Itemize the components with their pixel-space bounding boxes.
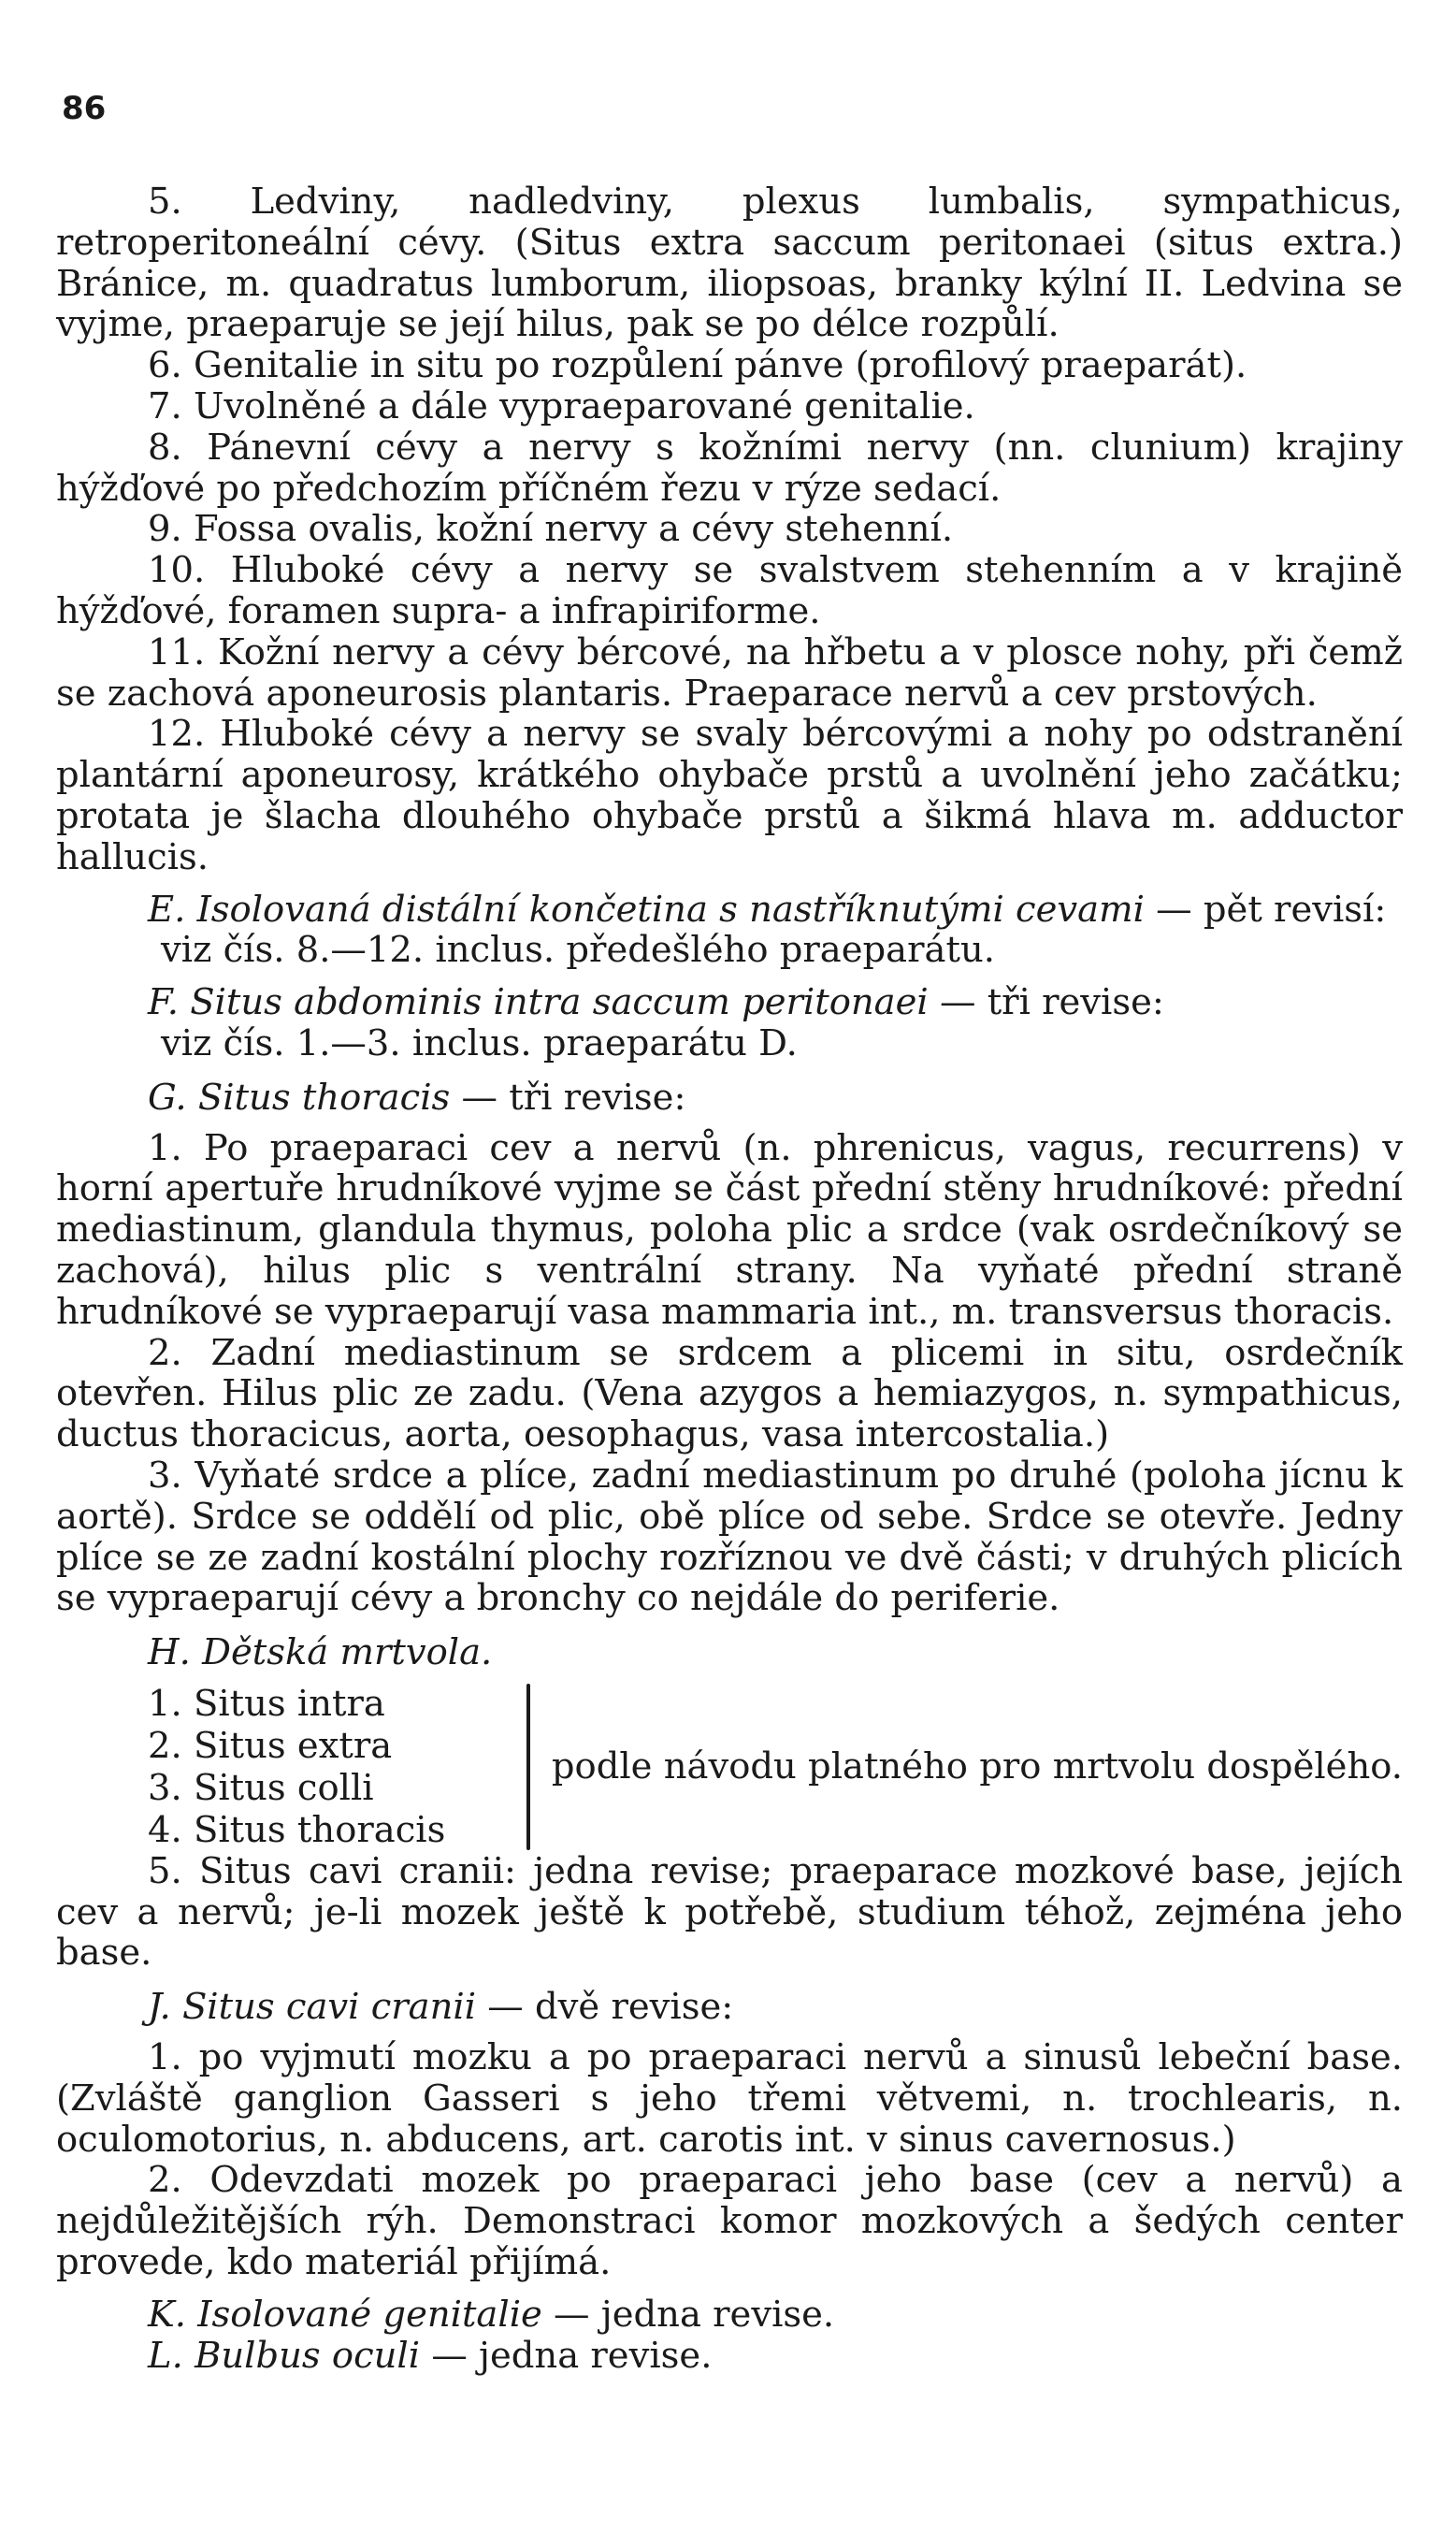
list-item: 1. Situs intra [148,1682,385,1725]
page-number: 86 [62,90,107,127]
braced-list [148,1683,1403,1851]
list-item: 5. Ledviny, nadledviny, plexus lumbalis, sympathicus, retroperitoneální cévy. (Situs extra saccum peritonaei (situs extra.) Bránice, m. quadratus lumborum, iliopsoas, branky kýlní II. Ledvina se vyjme, praeparuje se její hilus, pak se po délce rozpůlí. [56,181,1403,346]
section-title: Situs cavi cranii [181,1986,477,2029]
braced-items [148,1683,514,1851]
section-tail: — tři revise: [450,1076,686,1119]
list-item: 1. po vyjmutí mozku a po praeparaci nervů a sinusů lebeční base. (Zvláště ganglion Gasseri s jeho třemi větvemi, n. trochlearis, n. oculomotorius, n. abducens, art. carotis int. v sinus cavernosus.) [56,2036,1403,2161]
list-item: 5. Situs cavi cranii: jedna revise; praeparace mozkové base, jejích cev a nervů; je-li mozek ještě k potřebě, studium téhož, zejména jeho base. [56,1849,1403,1975]
list-item: 2. Situs extra [148,1724,393,1767]
section-title: Bulbus oculi [195,2334,421,2377]
section-heading-f [56,982,1403,1023]
section-tail: — jedna revise. [420,2334,713,2377]
section-title: Dětská mrtvola. [202,1631,493,1674]
section-heading-g [56,1078,1403,1119]
section-heading-l [56,2336,1403,2377]
list-item: 2. Odevzdati mozek po praeparaci jeho base (cev a nervů) a nejdůležitějších rýh. Demonstraci komor mozkových a šedých center provede, kdo materiál přijímá. [56,2159,1403,2284]
section-letter: K. [148,2293,187,2336]
section-tail: — pět revisí: [1144,888,1387,931]
section-title: Situs abdominis intra saccum peritonaei [190,981,929,1024]
list-item: 3. Vyňaté srdce a plíce, zadní mediastinum po druhé (poloha jícnu k aortě). Srdce se oddělí od plic, obě plíce od sebe. Srdce se otevře. Jedny plíce se ze zadní kostální plochy rozříznou ve dvě části; v druhých plicích se vypraeparují cévy a bronchy co nejdále do periferie. [56,1454,1403,1620]
list-item: 3. Situs colli [148,1766,374,1809]
section-tail: — dvě revise: [476,1986,734,2029]
list-item: 7. Uvolněné a dále vypraeparované genitalie. [148,384,975,427]
brace-icon [514,1683,541,1851]
section-letter: H. [148,1631,191,1674]
section-tail: — jedna revise. [541,2293,835,2336]
section-title: Isolované genitalie [197,2293,542,2336]
list-item: 9. Fossa ovalis, kožní nervy a cévy stehenní. [148,508,954,551]
section-heading-h [56,1632,1403,1673]
section-title: Situs thoracis [197,1076,451,1119]
section-heading-j [56,1987,1403,2028]
list-item: 8. Pánevní cévy a nervy s kožními nervy (nn. clunium) krajiny hýžďové po předchozím příčném řezu v rýze sedací. [56,426,1403,510]
list-item: 6. Genitalie in situ po rozpůlení pánve (profilový praeparát). [148,344,1247,387]
page-body [56,181,1403,2376]
section-continuation: viz čís. 1.—3. inclus. praeparátu D. [161,1021,798,1064]
section-continuation: viz čís. 8.—12. inclus. předešlého praeparátu. [161,929,995,972]
list-item: 2. Zadní mediastinum se srdcem a plicemi in situ, osrdečník otevřen. Hilus plic ze zadu. (Vena azygos a hemiazygos, n. sympathicus, ductus thoracicus, aorta, oesophagus, vasa intercostalia.) [56,1331,1403,1456]
section-letter: L. [148,2334,183,2377]
section-letter: F. [148,981,179,1024]
brace-note: podle návodu platného pro mrtvolu dospělého. [551,1744,1403,1788]
section-letter: E. [148,888,186,931]
section-letter: G. [148,1076,187,1119]
list-item: 10. Hluboké cévy a nervy se svalstvem stehenním a v krajině hýžďové, foramen supra- a infrapiriforme. [56,549,1403,632]
section-title: Isolovaná distální končetina s nastříknutými cevami [196,888,1145,931]
list-item: 12. Hluboké cévy a nervy se svaly bércovými a nohy po odstranění plantární aponeurosy, krátkého ohybače prstů a uvolnění jeho začátku; protata je šlacha dlouhého ohybače prstů a šikmá hlava m. adductor hallucis. [56,713,1403,878]
section-heading-k [56,2294,1403,2336]
section-heading-e [56,890,1403,931]
list-item: 11. Kožní nervy a cévy bércové, na hřbetu a v plosce nohy, při čemž se zachová aponeurosis plantaris. Praeparace nervů a cev prstových. [56,630,1403,715]
list-item: 1. Po praeparaci cev a nervů (n. phrenicus, vagus, recurrens) v horní apertuře hrudníkové vyjme se část přední stěny hrudníkové: přední mediastinum, glandula thymus, poloha plic a srdce (vak osrdečníkový se zachová), hilus plic s ventrální strany. Na vyňaté přední straně hrudníkové se vypraeparují vasa mammaria int., m. transversus thoracis. [56,1126,1403,1333]
list-item: 4. Situs thoracis [148,1808,446,1851]
section-tail: — tři revise: [928,981,1164,1024]
section-letter: J. [148,1986,171,2029]
